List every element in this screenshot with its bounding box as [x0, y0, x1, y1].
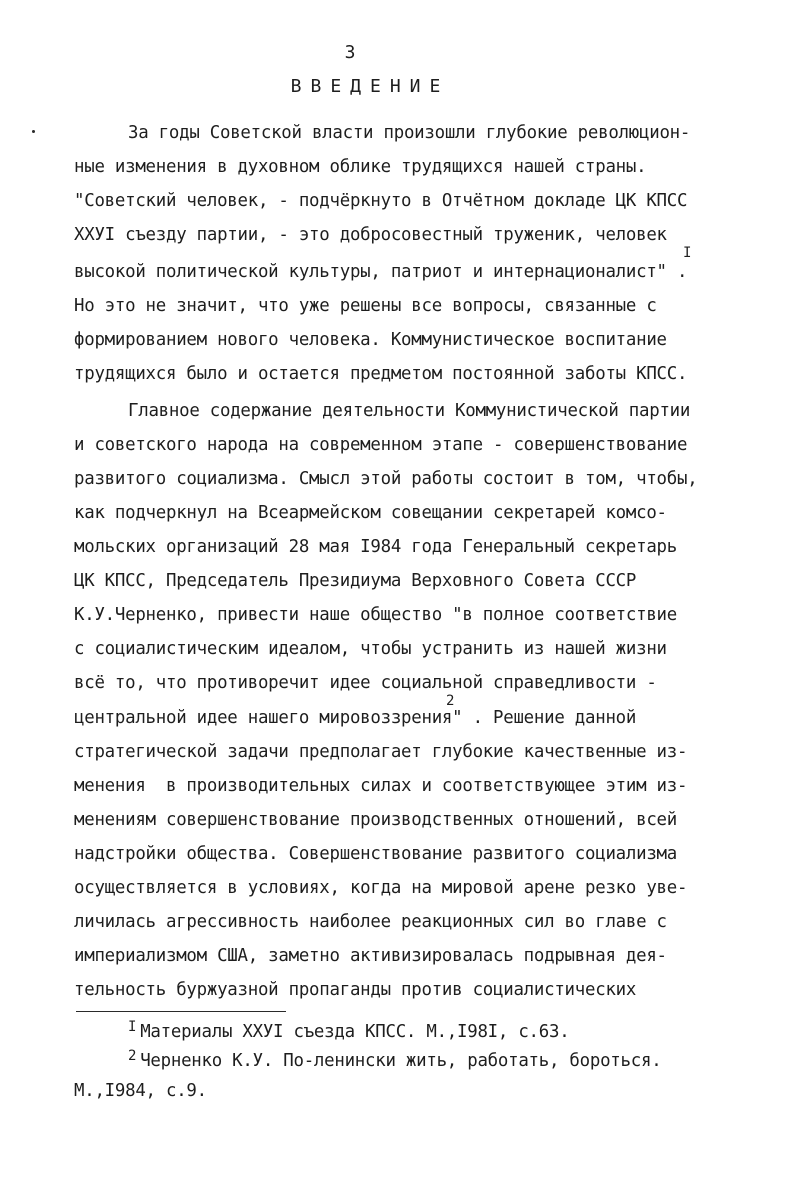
- footnote-2: [128, 1048, 662, 1072]
- text-line: За годы Советской власти произошли глубокие революцион-: [128, 123, 691, 143]
- footnote-separator: [76, 1011, 286, 1012]
- text-line: и советского народа на современном этапе - совершенствование: [74, 435, 688, 455]
- text-line: мольских организаций 28 мая I984 года Генеральный секретарь: [74, 537, 677, 557]
- text-line: личилась агрессивность наиболее реакционных сил во главе с: [74, 912, 667, 932]
- footnote-ref-1: I: [683, 245, 692, 261]
- text-line: формированием нового человека. Коммунистическое воспитание: [74, 330, 667, 350]
- text-line: империализмом США, заметно активизировалась подрывная дея-: [74, 946, 667, 966]
- text-line: Но это не значит, что уже решены все вопросы, связанные с: [74, 296, 657, 316]
- text-line: развитого социализма. Смысл этой работы состоит в том, чтобы,: [74, 469, 698, 489]
- section-heading: ВВЕДЕНИЕ: [290, 76, 450, 97]
- text-line: центральной идее нашего мировоззрения" . Решение данной: [74, 708, 637, 728]
- text-line: Главное содержание деятельности Коммунистической партии: [128, 401, 691, 421]
- text-line: высокой политической культуры, патриот и интернационалист" .: [74, 262, 688, 282]
- text-line: как подчеркнул на Всеармейском совещании секретарей комсо-: [74, 503, 667, 523]
- text-line: "Советский человек, - подчёркнуто в Отчётном докладе ЦК КПСС: [74, 191, 688, 211]
- footnote-1: [128, 1019, 570, 1043]
- text-line: стратегической задачи предполагает глубокие качественные из-: [74, 742, 688, 762]
- footnote-mark: 2: [128, 1048, 137, 1064]
- footnote-2-continuation: М.,I984, с.9.: [74, 1081, 207, 1101]
- footnote-text: Материалы ХХУI съезда КПСС. М.,I98I, с.63.: [140, 1022, 570, 1042]
- text-line: менения в производительных силах и соответствующее этим из-: [74, 776, 688, 796]
- footnote-mark: I: [128, 1019, 137, 1035]
- text-line: ЦК КПСС, Председатель Президиума Верховного Совета СССР: [74, 571, 637, 591]
- text-line: всё то, что противоречит идее социальной справедливости -: [74, 673, 657, 693]
- text-line: осуществляется в условиях, когда на мировой арене резко уве-: [74, 878, 688, 898]
- page-number: 3: [344, 42, 356, 63]
- text-line: менениям совершенствование производственных отношений, всей: [74, 810, 677, 830]
- text-line: К.У.Черненко, привести наше общество "в полное соответствие: [74, 605, 677, 625]
- text-line: ные изменения в духовном облике трудящихся нашей страны.: [74, 157, 647, 177]
- footnote-ref-2: 2: [446, 693, 455, 709]
- text-line: надстройки общества. Совершенствование развитого социализма: [74, 844, 677, 864]
- text-line: трудящихся было и остается предметом постоянной заботы КПСС.: [74, 364, 688, 384]
- text-line: ХХУI съезду партии, - это добросовестный труженик, человек: [74, 225, 667, 245]
- text-line: с социалистическим идеалом, чтобы устранить из нашей жизни: [74, 639, 667, 659]
- scan-speck: [32, 130, 35, 133]
- footnote-text: Черненко К.У. По-ленински жить, работать, бороться.: [140, 1051, 662, 1071]
- text-line: тельность буржуазной пропаганды против социалистических: [74, 980, 637, 1000]
